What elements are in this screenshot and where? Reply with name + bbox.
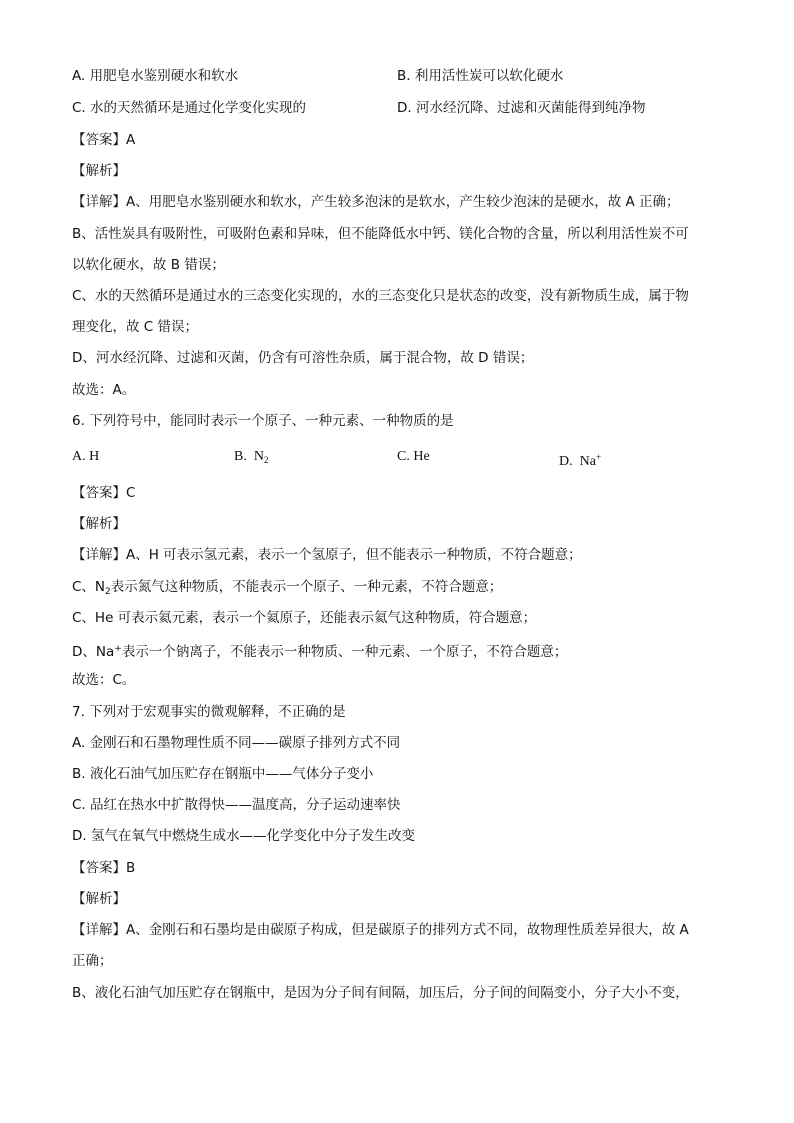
q6-option-d: D. Na+ [559,452,602,469]
q5-detail-line: 以软化硬水，故 B 错误； [72,257,225,273]
q6-detail-line: D、Na+表示一个钠离子，不能表示一种物质、一种元素、一个原子，不符合题意； [72,644,568,660]
q5-option-d: D. 河水经沉降、过滤和灭菌能得到纯净物 [397,100,646,116]
q5-detail-line: 【详解】A、用肥皂水鉴别硬水和软水，产生较多泡沫的是软水，产生较少泡沫的是硬水，故 A 正确； [72,194,680,210]
q6-detail-line: C、He 可表示氦元素，表示一个氦原子，还能表示氦气这种物质，符合题意； [72,610,537,626]
q7-question: 7. 下列对于宏观事实的微观解释，不正确的是 [72,704,346,720]
q7-detail-line: 【详解】A、金刚石和石墨均是由碳原子构成，但是碳原子的排列方式不同，故物理性质差异很大，故 A [72,922,689,938]
q7-option-a: A. 金刚石和石墨物理性质不同——碳原子排列方式不同 [72,735,401,751]
q6-option-b: B. $N_2$ [234,449,269,465]
q5-detail-line: C、水的天然循环是通过水的三态变化实现的，水的三态变化只是状态的改变，没有新物质生成，属于物 [72,288,689,304]
q5-answer: 【答案】A [72,132,136,148]
q7-option-c: C. 品红在热水中扩散得快——温度高，分子运动速率快 [72,797,401,813]
q6-detail-line: 【详解】A、H 可表示氢元素，表示一个氢原子，但不能表示一种物质，不符合题意； [72,547,582,563]
q5-option-a: A. 用肥皂水鉴别硬水和软水 [72,68,239,84]
q6-question: 6. 下列符号中，能同时表示一个原子、一种元素、一种物质的是 [72,413,454,429]
na-ion-formula: Na+ [579,452,602,469]
q7-analysis-heading: 【解析】 [72,891,126,907]
q5-option-b: B. 利用活性炭可以软化硬水 [397,68,564,84]
q5-conclusion: 故选：A。 [72,382,136,398]
q5-analysis-heading: 【解析】 [72,163,126,179]
q6-detail-line: C、$N_2$表示氮气这种物质，不能表示一个原子、一种元素，不符合题意； [72,579,503,597]
q6-conclusion: 故选：C。 [72,672,136,688]
q6-option-a: A. H [72,449,100,464]
q7-option-b: B. 液化石油气加压贮存在钢瓶中——气体分子变小 [72,766,374,782]
q5-detail-line: D、河水经沉降、过滤和灭菌，仍含有可溶性杂质，属于混合物，故 D 错误； [72,350,534,366]
q5-detail-line: B、活性炭具有吸附性，可吸附色素和异味，但不能降低水中钙、镁化合物的含量，所以利用活性炭不可 [72,226,689,242]
n2-formula: $N_2$ [253,449,269,465]
q7-option-d: D. 氢气在氧气中燃烧生成水——化学变化中分子发生改变 [72,828,415,844]
q7-detail-line: 正确； [72,953,113,969]
q6-option-c: C. He [397,449,430,464]
q6-analysis-heading: 【解析】 [72,516,126,532]
q5-detail-line: 理变化，故 C 错误； [72,319,199,335]
q7-answer: 【答案】B [72,860,136,876]
q7-detail-line: B、液化石油气加压贮存在钢瓶中，是因为分子间有间隔，加压后，分子间的间隔变小，分子大小不变， [72,985,689,1001]
q6-answer: 【答案】C [72,485,136,501]
q5-option-c: C. 水的天然循环是通过化学变化实现的 [72,100,307,116]
